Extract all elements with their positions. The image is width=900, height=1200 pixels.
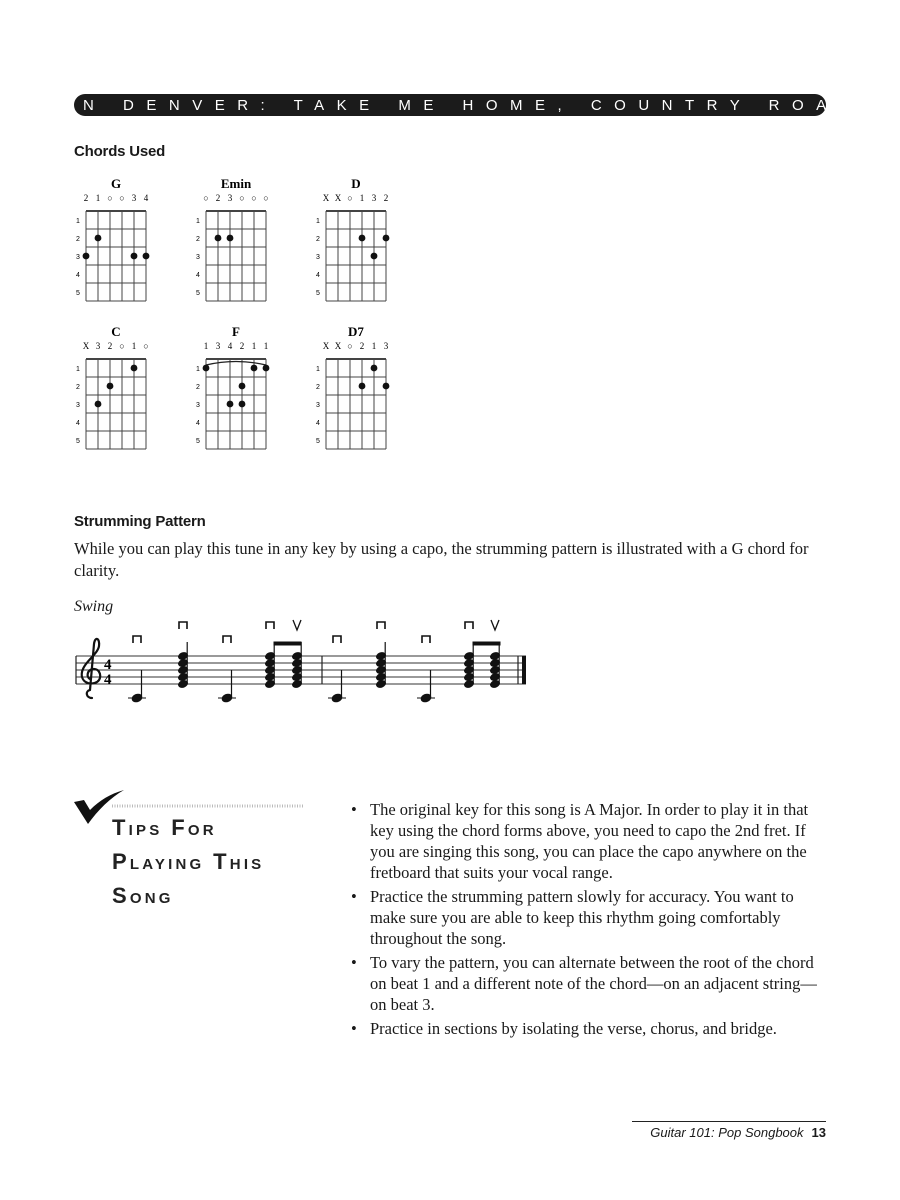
chord-name: G <box>110 176 122 191</box>
footer-rule <box>632 1121 826 1122</box>
string-marker: 3 <box>383 341 389 351</box>
tip-item: • Practice the strumming pattern slowly for accuracy. You want to make sure you are able to keep this rhythm going comfortably throughout the song. <box>348 886 824 949</box>
string-marker: ○ <box>251 193 257 203</box>
string-marker: X <box>82 341 90 351</box>
fret-number: 1 <box>76 366 80 373</box>
string-marker: 3 <box>215 341 221 351</box>
string-marker: 1 <box>203 341 209 351</box>
fret-number: 1 <box>76 218 80 225</box>
string-marker: ○ <box>347 193 353 203</box>
chord-diagram-d7 <box>314 322 394 452</box>
fret-number: 1 <box>196 218 200 225</box>
string-marker: 2 <box>359 341 365 351</box>
fret-number: 2 <box>196 384 200 391</box>
string-marker: 4 <box>143 193 149 203</box>
chord-diagram-f <box>194 322 274 452</box>
barre-arc <box>206 362 266 366</box>
string-marker: 3 <box>95 341 101 351</box>
finger-dot <box>95 401 102 408</box>
string-marker: 3 <box>371 193 377 203</box>
finger-dot <box>383 383 390 390</box>
fret-number: 2 <box>76 384 80 391</box>
string-marker: 4 <box>227 341 233 351</box>
downstroke-icon <box>223 636 231 643</box>
finger-dot <box>215 235 222 242</box>
chord-name: C <box>111 324 121 339</box>
chord-diagram-c <box>74 322 154 452</box>
finger-dot <box>239 383 246 390</box>
string-marker: 1 <box>95 193 101 203</box>
chord-name: F <box>232 324 240 339</box>
chord-name: Emin <box>220 176 252 191</box>
string-marker: ○ <box>239 193 245 203</box>
finger-dot <box>263 365 270 372</box>
finger-dot <box>251 365 258 372</box>
chord-diagram-emin <box>194 174 274 304</box>
finger-dot <box>131 253 138 260</box>
tempo-marking: Swing <box>74 598 114 615</box>
fret-number: 4 <box>316 420 320 427</box>
song-title: JOHN DENVER: TAKE ME HOME, COUNTRY ROADS <box>15 96 885 114</box>
string-marker: ○ <box>107 193 113 203</box>
finger-dot <box>371 365 378 372</box>
fret-number: 2 <box>316 236 320 243</box>
fret-number: 3 <box>316 254 320 261</box>
notes <box>128 620 500 703</box>
tips-list <box>348 799 824 1042</box>
finger-dot <box>359 235 366 242</box>
fret-number: 2 <box>316 384 320 391</box>
string-marker: 2 <box>83 193 89 203</box>
eighth-beam <box>274 642 301 645</box>
finger-dot <box>131 365 138 372</box>
string-marker: X <box>334 341 342 351</box>
finger-dot <box>227 401 234 408</box>
downstroke-icon <box>179 622 187 629</box>
downstroke-icon <box>377 622 385 629</box>
fret-number: 5 <box>76 438 80 445</box>
fret-number: 4 <box>316 272 320 279</box>
strumming-pattern-heading: Strumming Pattern <box>74 513 206 530</box>
finger-dot <box>359 383 366 390</box>
finger-dot <box>383 235 390 242</box>
downstroke-icon <box>266 622 274 629</box>
fret-number: 3 <box>76 402 80 409</box>
fret-number: 5 <box>76 290 80 297</box>
finger-dot <box>239 401 246 408</box>
string-marker: 2 <box>107 341 113 351</box>
time-signature-top: 4 <box>104 657 112 673</box>
string-marker: ○ <box>119 193 125 203</box>
string-marker: 2 <box>383 193 389 203</box>
tips-title-line-2: PLAYING THIS <box>112 849 265 874</box>
string-marker: ○ <box>119 341 125 351</box>
eighth-beam <box>473 642 500 645</box>
fret-number: 4 <box>196 272 200 279</box>
finger-dot <box>203 365 210 372</box>
chords-used-heading: Chords Used <box>74 143 166 160</box>
downstroke-icon <box>333 636 341 643</box>
downstroke-icon <box>465 622 473 629</box>
fret-number: 4 <box>196 420 200 427</box>
upstroke-icon <box>491 620 499 630</box>
string-marker: ○ <box>143 341 149 351</box>
downstroke-icon <box>133 636 141 643</box>
fret-number: 3 <box>196 402 200 409</box>
string-marker: ○ <box>203 193 209 203</box>
page-number: 13 <box>811 1125 826 1140</box>
chord-diagrams <box>74 174 414 454</box>
treble-clef-icon <box>82 639 100 698</box>
string-marker: 1 <box>131 341 137 351</box>
fret-number: 4 <box>76 272 80 279</box>
tip-item: • The original key for this song is A Major. In order to play it in that key using the chord forms above, you need to capo the 2nd fret. If you are singing this song, you can place the capo anywhere on the fretboard that suits your vocal range. <box>348 799 824 883</box>
strumming-notation <box>70 606 540 716</box>
fret-number: 5 <box>196 438 200 445</box>
string-marker: X <box>322 193 330 203</box>
finger-dot <box>95 235 102 242</box>
string-marker: 1 <box>263 341 269 351</box>
string-marker: 1 <box>359 193 365 203</box>
fret-number: 3 <box>316 402 320 409</box>
chord-diagram-g <box>74 174 154 304</box>
strumming-description: While you can play this tune in any key by using a capo, the strumming pattern is illustrated with a G chord for clarity. <box>74 539 809 580</box>
string-marker: 1 <box>371 341 377 351</box>
fret-number: 5 <box>196 290 200 297</box>
string-marker: X <box>334 193 342 203</box>
fret-number: 3 <box>196 254 200 261</box>
fret-number: 5 <box>316 290 320 297</box>
page-footer <box>632 1125 826 1140</box>
string-marker: X <box>322 341 330 351</box>
string-marker: 1 <box>251 341 257 351</box>
string-marker: 3 <box>131 193 137 203</box>
string-marker: 2 <box>239 341 245 351</box>
upstroke-icon <box>293 620 301 630</box>
string-marker: ○ <box>347 341 353 351</box>
finger-dot <box>83 253 90 260</box>
tips-title-line-1: TIPS FOR <box>112 815 217 840</box>
tip-item: • Practice in sections by isolating the verse, chorus, and bridge. <box>348 1018 824 1039</box>
song-title-banner <box>15 94 885 116</box>
fret-number: 2 <box>196 236 200 243</box>
downstroke-icon <box>422 636 430 643</box>
fret-number: 1 <box>316 366 320 373</box>
finger-dot <box>143 253 150 260</box>
fret-number: 1 <box>196 366 200 373</box>
book-title: Guitar 101: Pop Songbook <box>650 1125 804 1140</box>
fret-number: 3 <box>76 254 80 261</box>
tip-item: • To vary the pattern, you can alternate between the root of the chord on beat 1 and a different note of the chord—on an adjacent string—on beat 3. <box>348 952 824 1015</box>
fret-number: 4 <box>76 420 80 427</box>
finger-dot <box>107 383 114 390</box>
fret-number: 2 <box>76 236 80 243</box>
string-marker: 3 <box>227 193 233 203</box>
string-marker: 2 <box>215 193 221 203</box>
chord-name: D <box>351 176 361 191</box>
fret-number: 5 <box>316 438 320 445</box>
fret-number: 1 <box>316 218 320 225</box>
time-signature-bottom: 4 <box>104 672 112 688</box>
finger-dot <box>227 235 234 242</box>
chord-diagram-d <box>314 174 394 304</box>
chord-name: D7 <box>348 324 364 339</box>
tips-title <box>112 812 264 914</box>
string-marker: ○ <box>263 193 269 203</box>
finger-dot <box>371 253 378 260</box>
tips-title-line-3: SONG <box>112 883 174 908</box>
